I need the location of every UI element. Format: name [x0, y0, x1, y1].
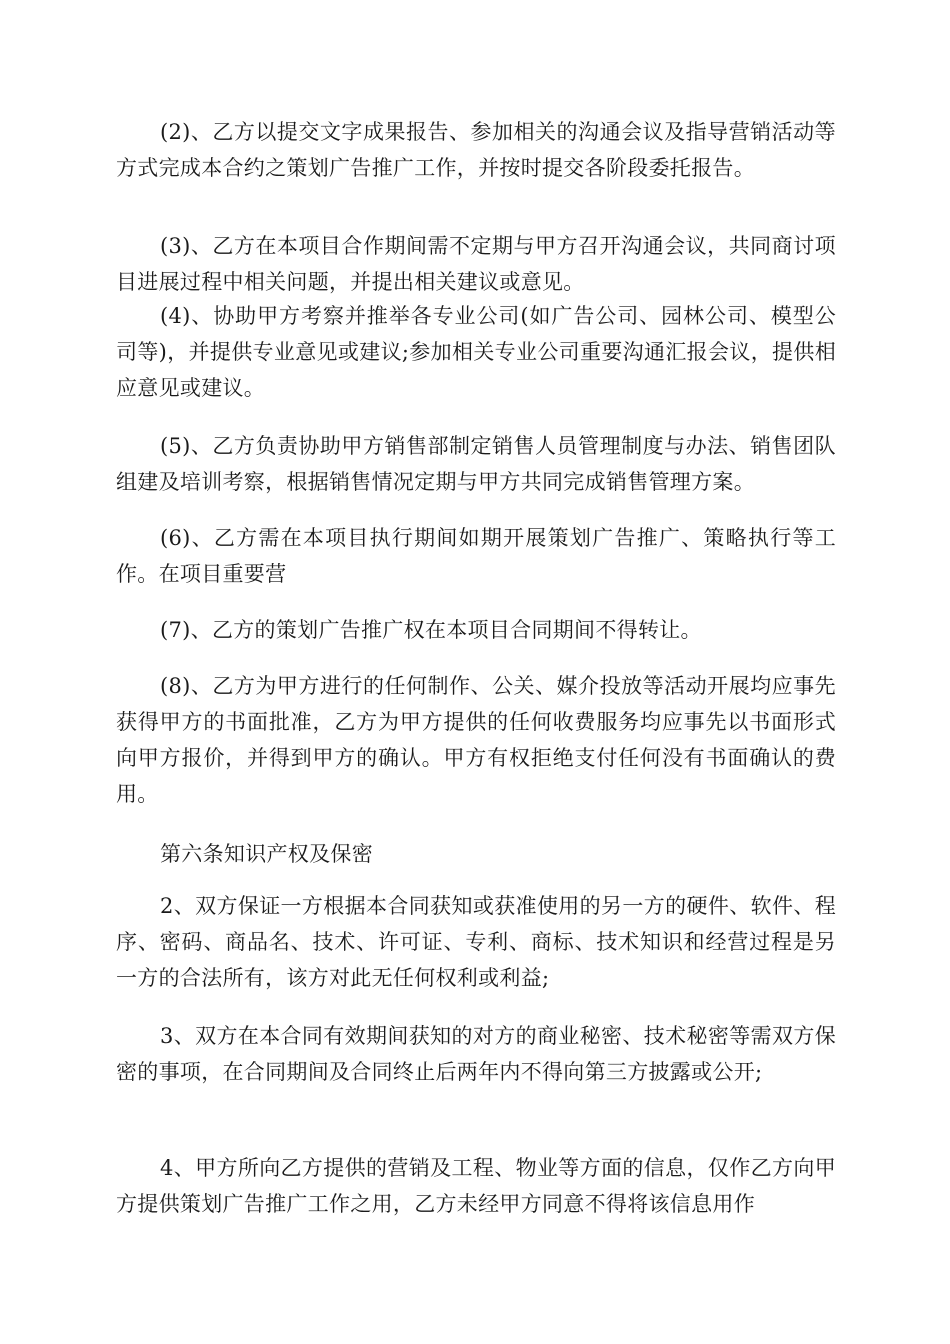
paragraph-item-4: (4)、协助甲方考察并推举各专业公司(如广告公司、园林公司、模型公司等)，并提供专业意见或建议;参加相关专业公司重要沟通汇报会议，提供相应意见或建议。	[116, 304, 836, 400]
section-heading: 第六条知识产权及保密	[160, 842, 373, 866]
paragraph-item-6: (6)、乙方需在本项目执行期间如期开展策划广告推广、策略执行等工作。在项目重要营	[116, 526, 836, 586]
clause-item-3: 3、双方在本合同有效期间获知的对方的商业秘密、技术秘密等需双方保密的事项，在合同期间及合同终止后两年内不得向第三方披露或公开;	[116, 1024, 836, 1084]
clause-item-2: 2、双方保证一方根据本合同获知或获准使用的另一方的硬件、软件、程序、密码、商品名、技术、许可证、专利、商标、技术知识和经营过程是另一方的合法所有，该方对此无任何权利或利益;	[116, 894, 836, 990]
paragraph-item-5: (5)、乙方负责协助甲方销售部制定销售人员管理制度与办法、销售团队组建及培训考察，根据销售情况定期与甲方共同完成销售管理方案。	[116, 434, 836, 494]
paragraph-item-3: (3)、乙方在本项目合作期间需不定期与甲方召开沟通会议，共同商讨项目进展过程中相关问题，并提出相关建议或意见。	[116, 234, 836, 294]
paragraph-item-2: (2)、乙方以提交文字成果报告、参加相关的沟通会议及指导营销活动等方式完成本合约之策划广告推广工作，并按时提交各阶段委托报告。	[116, 120, 836, 180]
paragraph-item-8: (8)、乙方为甲方进行的任何制作、公关、媒介投放等活动开展均应事先获得甲方的书面批准，乙方为甲方提供的任何收费服务均应事先以书面形式向甲方报价，并得到甲方的确认。甲方有权拒绝支付任何没有书面确认的费用。	[116, 674, 836, 806]
clause-item-4: 4、甲方所向乙方提供的营销及工程、物业等方面的信息，仅作乙方向甲方提供策划广告推广工作之用，乙方未经甲方同意不得将该信息用作	[116, 1156, 836, 1216]
paragraph-item-7: (7)、乙方的策划广告推广权在本项目合同期间不得转让。	[160, 618, 702, 642]
